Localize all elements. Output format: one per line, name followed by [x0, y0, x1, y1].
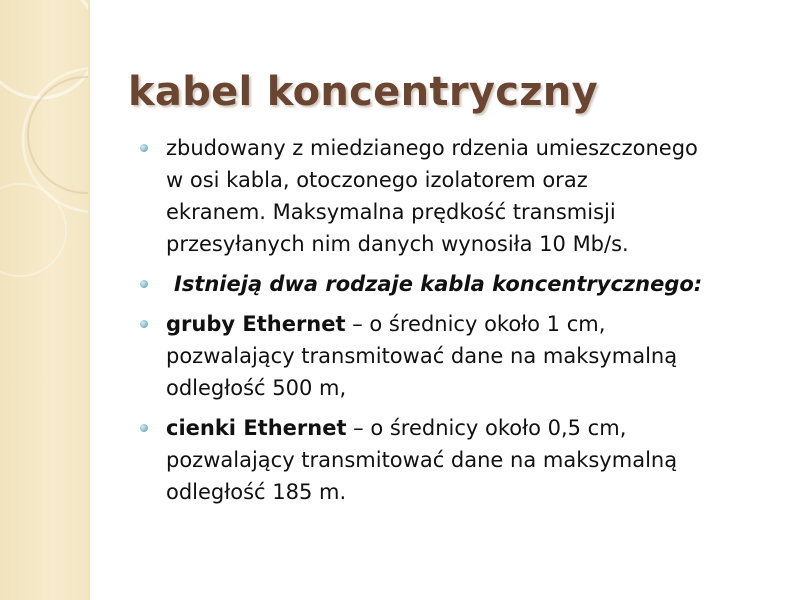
bullet-list: [136, 132, 786, 516]
bullet-dot-icon: [140, 144, 148, 152]
bullet-line: w osi kabla, otoczonego izolatorem oraz: [166, 168, 588, 192]
bullet-line: ekranem. Maksymalna prędkość transmisji: [166, 200, 616, 224]
bullet-item-thick-ethernet: [136, 308, 786, 404]
term-description: – o średnicy około 0,5 cm,: [346, 416, 627, 440]
decorative-circles-icon: [0, 0, 88, 600]
bullet-dot-icon: [140, 280, 148, 288]
decorative-side-strip: [0, 0, 88, 600]
bullet-line: [166, 308, 786, 340]
bullet-line: zbudowany z miedzianego rdzenia umieszczonego: [166, 136, 698, 160]
bullet-line: przesyłanych nim danych wynosiła 10 Mb/s.: [166, 232, 629, 256]
term-thin-ethernet: cienki Ethernet: [166, 416, 347, 440]
bullet-line: [166, 412, 786, 444]
term-description: – o średnicy około 1 cm,: [345, 312, 606, 336]
bullet-line: odległość 185 m.: [166, 480, 347, 504]
term-thick-ethernet: gruby Ethernet: [166, 312, 346, 336]
bullet-item-thin-ethernet: [136, 412, 786, 508]
bullet-dot-icon: [140, 320, 148, 328]
bullet-line: odległość 500 m,: [166, 376, 347, 400]
bullet-dot-icon: [140, 424, 148, 432]
bullet-line: pozwalający transmitować dane na maksymalną: [166, 448, 678, 472]
bullet-item-description: [136, 132, 786, 260]
slide-title: kabel koncentryczny: [128, 69, 598, 115]
strip-edge: [88, 0, 90, 600]
bullet-item-types-heading: [136, 268, 786, 300]
bullet-line: Istnieją dwa rodzaje kabla koncentrycznego:: [174, 272, 703, 296]
bullet-line: pozwalający transmitować dane na maksymalną: [166, 344, 678, 368]
